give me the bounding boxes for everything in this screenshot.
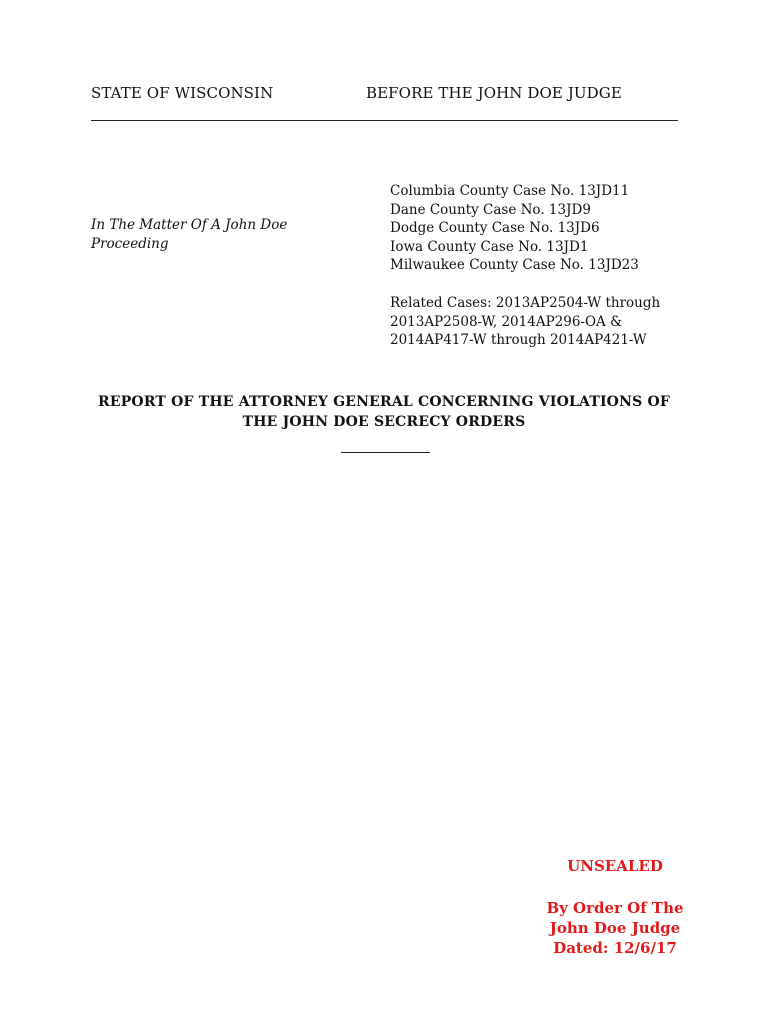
unsealed-stamp: UNSEALED	[567, 857, 663, 875]
case-number-columbia: Columbia County Case No. 13JD11	[390, 183, 630, 199]
case-numbers	[390, 182, 639, 275]
case-number-iowa: Iowa County Case No. 13JD1	[390, 238, 589, 255]
stamp-line-2: John Doe Judge	[549, 919, 681, 937]
report-title-line-2: THE JOHN DOE SECRECY ORDERS	[242, 414, 526, 430]
stamp-date: Dated: 12/6/17	[553, 939, 677, 957]
related-cases	[390, 294, 690, 350]
report-title	[80, 392, 688, 432]
related-cases-line-1: Related Cases: 2013AP2504-W through	[390, 295, 661, 311]
case-number-dane: Dane County Case No. 13JD9	[390, 201, 591, 218]
header-state: STATE OF WISCONSIN	[91, 84, 274, 102]
header-court: BEFORE THE JOHN DOE JUDGE	[366, 84, 622, 102]
report-title-line-1: REPORT OF THE ATTORNEY GENERAL CONCERNING VIOLATIONS OF	[98, 394, 670, 410]
matter-line-1: In The Matter Of A John Doe	[91, 217, 288, 233]
header-divider	[91, 120, 678, 121]
related-cases-line-2: 2013AP2508-W, 2014AP296-OA &	[390, 313, 623, 330]
related-cases-line-3: 2014AP417-W through 2014AP421-W	[390, 332, 647, 348]
case-number-milwaukee: Milwaukee County Case No. 13JD23	[390, 257, 639, 273]
stamp-line-1: By Order Of The	[546, 899, 684, 917]
matter-caption	[91, 216, 311, 254]
unseal-order-stamp	[530, 898, 700, 958]
case-number-dodge: Dodge County Case No. 13JD6	[390, 220, 600, 236]
matter-line-2: Proceeding	[91, 236, 169, 252]
title-divider	[341, 452, 430, 453]
